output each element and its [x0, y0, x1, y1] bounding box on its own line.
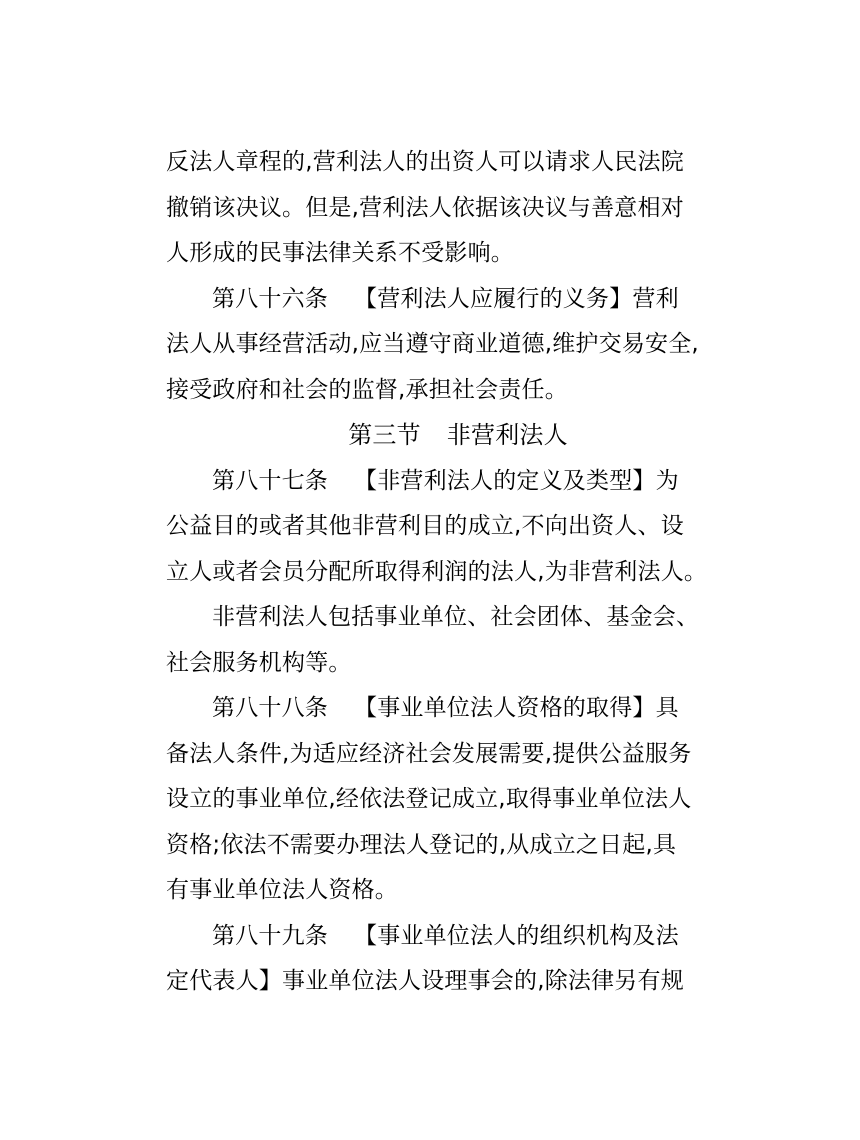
document-body — [166, 140, 746, 1005]
paragraph — [166, 595, 746, 686]
article-title-text: 【非营利法人的定义及类型】为 — [354, 467, 679, 494]
article-89 — [166, 914, 746, 1005]
article-first-line — [166, 914, 746, 960]
article-86 — [166, 277, 746, 414]
text-line: 备法人条件,为适应经济社会发展需要,提供公益服务 — [166, 740, 692, 767]
article-88 — [166, 686, 746, 914]
text-line: 撤销该决议。但是,营利法人依据该决议与善意相对 — [166, 194, 684, 221]
text-line: 接受政府和社会的监督,承担社会责任。 — [166, 376, 568, 403]
text-line: 有事业单位法人资格。 — [166, 877, 398, 903]
article-number: 第八十八条 — [212, 695, 328, 721]
article-first-line — [166, 686, 746, 732]
text-line: 资格;依法不需要办理法人登记的,从成立之日起,具 — [166, 831, 677, 858]
text-line: 法人从事经营活动,应当遵守商业道德,维护交易安全, — [166, 331, 699, 357]
article-first-line — [166, 277, 746, 323]
text-line: 反法人章程的,营利法人的出资人可以请求人民法院 — [166, 149, 684, 175]
article-number: 第八十九条 — [212, 922, 328, 949]
text-line: 定代表人】事业单位法人设理事会的,除法律另有规 — [166, 968, 684, 994]
article-first-line — [166, 459, 746, 505]
text-line: 公益目的或者其他非营利目的成立,不向出资人、设 — [166, 513, 684, 539]
paragraph-continuation — [166, 140, 746, 277]
article-87 — [166, 459, 746, 596]
article-title-text: 【事业单位法人资格的取得】具 — [354, 695, 679, 721]
section-heading-line — [166, 413, 746, 459]
text-line: 社会服务机构等。 — [166, 649, 352, 676]
text-line: 非营利法人包括事业单位、社会团体、基金会、 — [212, 604, 700, 630]
section-heading — [166, 413, 746, 459]
text-line: 设立的事业单位,经依法登记成立,取得事业单位法人 — [166, 786, 692, 812]
text-line: 人形成的民事法律关系不受影响。 — [166, 240, 514, 266]
section-title: 非营利法人 — [446, 421, 568, 449]
article-title-text: 【事业单位法人的组织机构及法 — [354, 922, 679, 949]
text-line: 立人或者会员分配所取得利润的法人,为非营利法人。 — [166, 558, 708, 585]
article-number: 第八十七条 — [212, 467, 328, 494]
section-number: 第三节 — [348, 421, 421, 449]
article-number: 第八十六条 — [212, 285, 328, 312]
article-title-text: 【营利法人应履行的义务】营利 — [354, 285, 679, 312]
